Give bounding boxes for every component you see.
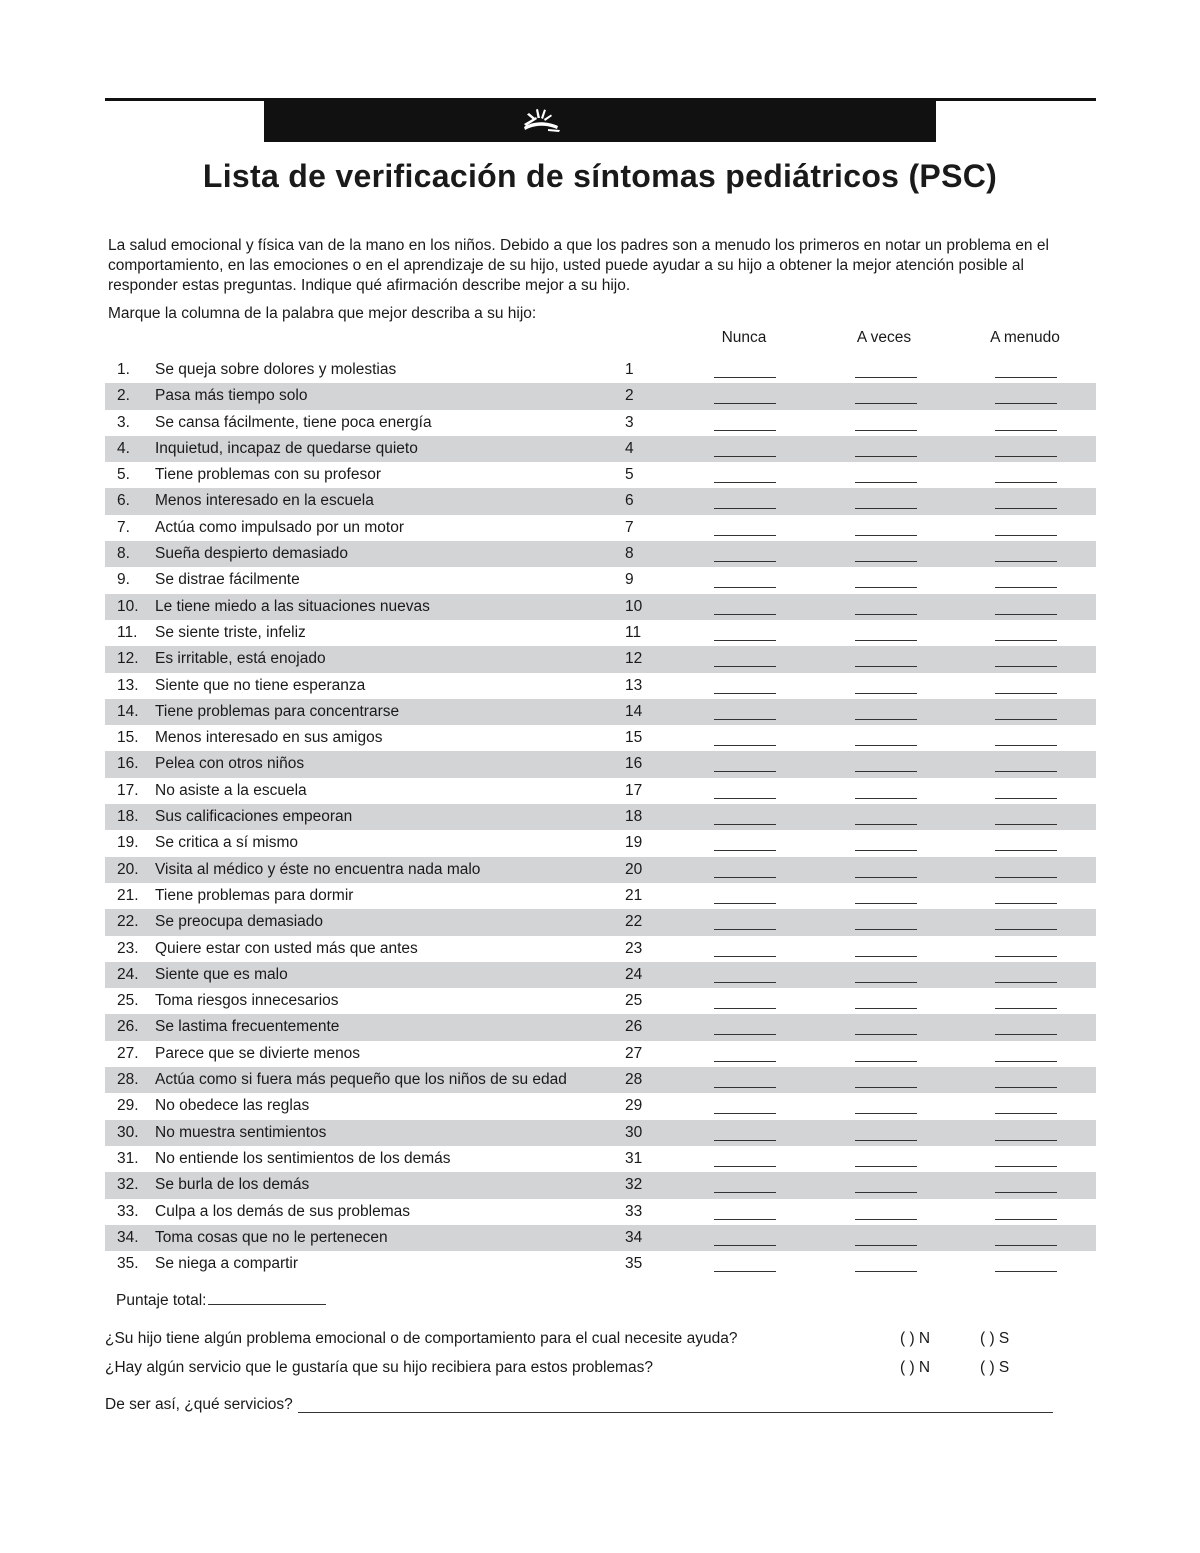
list-item	[105, 725, 1096, 751]
nunca-answer-blank[interactable]	[714, 377, 776, 378]
services-label: De ser así, ¿qué servicios?	[105, 1396, 293, 1413]
a-menudo-answer-blank[interactable]	[995, 1113, 1057, 1114]
a-veces-answer-blank[interactable]	[855, 561, 917, 562]
a-veces-answer-blank[interactable]	[855, 903, 917, 904]
nunca-answer-blank[interactable]	[714, 456, 776, 457]
item-score-code: 19	[625, 834, 643, 852]
a-veces-answer-blank[interactable]	[855, 587, 917, 588]
a-menudo-answer-blank[interactable]	[995, 1271, 1057, 1272]
a-veces-answer-blank[interactable]	[855, 929, 917, 930]
item-number: 10.	[117, 597, 139, 615]
item-text: Toma cosas que no le pertenecen	[155, 1228, 388, 1246]
list-item	[105, 1120, 1096, 1146]
list-item	[105, 594, 1096, 620]
item-number: 27.	[117, 1044, 139, 1062]
item-score-code: 28	[625, 1071, 643, 1089]
a-veces-answer-blank[interactable]	[855, 430, 917, 431]
a-menudo-answer-blank[interactable]	[995, 1192, 1057, 1193]
a-veces-answer-blank[interactable]	[855, 456, 917, 457]
a-veces-answer-blank[interactable]	[855, 614, 917, 615]
nunca-answer-blank[interactable]	[714, 693, 776, 694]
item-text: Es irritable, está enojado	[155, 650, 326, 668]
a-veces-answer-blank[interactable]	[855, 1271, 917, 1272]
nunca-answer-blank[interactable]	[714, 535, 776, 536]
nunca-answer-blank[interactable]	[714, 903, 776, 904]
list-item	[105, 830, 1096, 856]
item-text: Menos interesado en sus amigos	[155, 729, 383, 747]
a-menudo-answer-blank[interactable]	[995, 456, 1057, 457]
nunca-answer-blank[interactable]	[714, 1140, 776, 1141]
total-score-field[interactable]	[208, 1290, 326, 1305]
item-score-code: 30	[625, 1123, 643, 1141]
intro-paragraph: La salud emocional y física van de la mano en los niños. Debido a que los padres son a menudo los primeros en notar un problema en el comportamiento, en las emociones o en el aprendizaje de su hijo, usted puede ayudar a su hijo a obtener la mejor atención posible al responder estas preguntas. Indique qué afirmación describe mejor a su hijo.	[108, 237, 1049, 294]
nunca-answer-blank[interactable]	[714, 640, 776, 641]
item-number: 13.	[117, 676, 139, 694]
item-text: Se critica a sí mismo	[155, 834, 298, 852]
item-number: 18.	[117, 808, 139, 826]
list-item	[105, 1146, 1096, 1172]
nunca-answer-blank[interactable]	[714, 430, 776, 431]
question-services-yes-option[interactable]: ( ) S	[980, 1359, 1010, 1376]
a-veces-answer-blank[interactable]	[855, 693, 917, 694]
nunca-answer-blank[interactable]	[714, 403, 776, 404]
a-menudo-answer-blank[interactable]	[995, 745, 1057, 746]
list-item	[105, 436, 1096, 462]
header-banner	[264, 100, 936, 142]
item-number: 16.	[117, 755, 139, 773]
nunca-answer-blank[interactable]	[714, 1008, 776, 1009]
list-item	[105, 620, 1096, 646]
item-text: No obedece las reglas	[155, 1097, 310, 1115]
item-score-code: 2	[625, 387, 634, 405]
item-text: Pelea con otros niños	[155, 755, 305, 773]
nunca-answer-blank[interactable]	[714, 929, 776, 930]
a-veces-answer-blank[interactable]	[855, 745, 917, 746]
list-item	[105, 857, 1096, 883]
a-veces-answer-blank[interactable]	[855, 482, 917, 483]
list-item	[105, 1251, 1096, 1277]
total-score-label: Puntaje total:	[116, 1292, 207, 1309]
list-item	[105, 909, 1096, 935]
item-score-code: 4	[625, 439, 634, 457]
item-number: 26.	[117, 1018, 139, 1036]
list-item	[105, 1014, 1096, 1040]
list-item	[105, 804, 1096, 830]
a-menudo-answer-blank[interactable]	[995, 666, 1057, 667]
item-score-code: 25	[625, 992, 643, 1010]
item-number: 20.	[117, 860, 139, 878]
list-item	[105, 699, 1096, 725]
item-text: Actúa como impulsado por un motor	[155, 518, 404, 536]
item-text: Le tiene miedo a las situaciones nuevas	[155, 597, 430, 615]
item-number: 9.	[117, 571, 130, 589]
a-menudo-answer-blank[interactable]	[995, 508, 1057, 509]
item-score-code: 31	[625, 1149, 643, 1167]
a-veces-answer-blank[interactable]	[855, 877, 917, 878]
question-services-wanted: ¿Hay algún servicio que le gustaría que su hijo recibiera para estos problemas?	[105, 1359, 653, 1376]
item-text: Toma riesgos innecesarios	[155, 992, 339, 1010]
a-veces-answer-blank[interactable]	[855, 640, 917, 641]
item-number: 31.	[117, 1149, 139, 1167]
list-item	[105, 936, 1096, 962]
list-item	[105, 778, 1096, 804]
item-score-code: 7	[625, 518, 634, 536]
a-veces-answer-blank[interactable]	[855, 771, 917, 772]
item-text: Tiene problemas para dormir	[155, 886, 354, 904]
nunca-answer-blank[interactable]	[714, 956, 776, 957]
list-item	[105, 488, 1096, 514]
instruction-text: Marque la columna de la palabra que mejor describa a su hijo:	[108, 305, 537, 322]
item-number: 7.	[117, 518, 130, 536]
nunca-answer-blank[interactable]	[714, 1087, 776, 1088]
nunca-answer-blank[interactable]	[714, 798, 776, 799]
item-score-code: 20	[625, 860, 643, 878]
item-number: 35.	[117, 1255, 139, 1273]
item-score-code: 13	[625, 676, 643, 694]
nunca-answer-blank[interactable]	[714, 587, 776, 588]
item-text: Actúa como si fuera más pequeño que los niños de su edad	[155, 1071, 567, 1089]
question-help-yes-option[interactable]: ( ) S	[980, 1330, 1010, 1347]
list-item	[105, 962, 1096, 988]
nunca-answer-blank[interactable]	[714, 1219, 776, 1220]
question-help-no-option[interactable]: ( ) N	[900, 1330, 931, 1347]
a-veces-answer-blank[interactable]	[855, 508, 917, 509]
item-text: Culpa a los demás de sus problemas	[155, 1202, 411, 1220]
nunca-answer-blank[interactable]	[714, 561, 776, 562]
list-item	[105, 383, 1096, 409]
nunca-answer-blank[interactable]	[714, 719, 776, 720]
item-text: No asiste a la escuela	[155, 781, 307, 799]
item-score-code: 22	[625, 913, 643, 931]
item-text: Se queja sobre dolores y molestias	[155, 361, 397, 378]
item-score-code: 1	[625, 361, 634, 378]
item-text: Sueña despierto demasiado	[155, 545, 349, 563]
item-text: Se burla de los demás	[155, 1176, 310, 1194]
a-menudo-answer-blank[interactable]	[995, 587, 1057, 588]
services-field[interactable]	[298, 1412, 1053, 1413]
a-veces-answer-blank[interactable]	[855, 1008, 917, 1009]
a-menudo-answer-blank[interactable]	[995, 430, 1057, 431]
item-number: 32.	[117, 1176, 139, 1194]
a-menudo-answer-blank[interactable]	[995, 1008, 1057, 1009]
item-number: 28.	[117, 1071, 139, 1089]
item-text: Se siente triste, infeliz	[155, 623, 306, 641]
a-menudo-answer-blank[interactable]	[995, 824, 1057, 825]
a-menudo-answer-blank[interactable]	[995, 1087, 1057, 1088]
item-text: Inquietud, incapaz de quedarse quieto	[155, 439, 418, 457]
a-veces-answer-blank[interactable]	[855, 1087, 917, 1088]
item-score-code: 23	[625, 939, 643, 957]
item-score-code: 3	[625, 413, 634, 431]
column-header-a-menudo: A menudo	[990, 329, 1060, 346]
item-score-code: 6	[625, 492, 634, 510]
a-veces-answer-blank[interactable]	[855, 1192, 917, 1193]
a-veces-answer-blank[interactable]	[855, 982, 917, 983]
a-veces-answer-blank[interactable]	[855, 535, 917, 536]
item-score-code: 17	[625, 781, 643, 799]
list-item	[105, 1225, 1096, 1251]
item-number: 22.	[117, 913, 139, 931]
item-text: Visita al médico y éste no encuentra nada malo	[155, 860, 481, 878]
a-veces-answer-blank[interactable]	[855, 956, 917, 957]
item-score-code: 27	[625, 1044, 643, 1062]
a-menudo-answer-blank[interactable]	[995, 1140, 1057, 1141]
list-item	[105, 646, 1096, 672]
item-number: 33.	[117, 1202, 139, 1220]
item-score-code: 10	[625, 597, 643, 615]
item-number: 19.	[117, 834, 139, 852]
nunca-answer-blank[interactable]	[714, 771, 776, 772]
a-veces-answer-blank[interactable]	[855, 377, 917, 378]
nunca-answer-blank[interactable]	[714, 877, 776, 878]
a-menudo-answer-blank[interactable]	[995, 982, 1057, 983]
item-number: 23.	[117, 939, 139, 957]
nunca-answer-blank[interactable]	[714, 745, 776, 746]
total-score	[116, 1290, 326, 1310]
a-menudo-answer-blank[interactable]	[995, 614, 1057, 615]
sun-hand-logo-icon	[518, 104, 564, 136]
list-item	[105, 1093, 1096, 1119]
a-veces-answer-blank[interactable]	[855, 1140, 917, 1141]
nunca-answer-blank[interactable]	[714, 1113, 776, 1114]
list-item	[105, 1041, 1096, 1067]
a-veces-answer-blank[interactable]	[855, 1034, 917, 1035]
a-menudo-answer-blank[interactable]	[995, 1061, 1057, 1062]
item-text: Menos interesado en la escuela	[155, 492, 374, 510]
item-number: 8.	[117, 545, 130, 563]
a-veces-answer-blank[interactable]	[855, 1113, 917, 1114]
item-text: Tiene problemas con su profesor	[155, 466, 382, 484]
item-text: Siente que no tiene esperanza	[155, 676, 366, 694]
item-text: Pasa más tiempo solo	[155, 387, 308, 405]
item-score-code: 32	[625, 1176, 643, 1194]
nunca-answer-blank[interactable]	[714, 1192, 776, 1193]
nunca-answer-blank[interactable]	[714, 1061, 776, 1062]
a-veces-answer-blank[interactable]	[855, 1061, 917, 1062]
list-item	[105, 673, 1096, 699]
list-item	[105, 357, 1096, 383]
item-text: Siente que es malo	[155, 965, 288, 983]
nunca-answer-blank[interactable]	[714, 508, 776, 509]
item-number: 21.	[117, 886, 139, 904]
item-score-code: 18	[625, 808, 643, 826]
a-menudo-answer-blank[interactable]	[995, 561, 1057, 562]
a-menudo-answer-blank[interactable]	[995, 535, 1057, 536]
a-menudo-answer-blank[interactable]	[995, 877, 1057, 878]
item-text: Parece que se divierte menos	[155, 1044, 361, 1062]
a-veces-answer-blank[interactable]	[855, 1166, 917, 1167]
nunca-answer-blank[interactable]	[714, 1271, 776, 1272]
item-text: Se distrae fácilmente	[155, 571, 300, 589]
a-menudo-answer-blank[interactable]	[995, 798, 1057, 799]
item-text: No muestra sentimientos	[155, 1123, 327, 1141]
a-veces-answer-blank[interactable]	[855, 824, 917, 825]
item-number: 3.	[117, 413, 130, 431]
question-services-no-option[interactable]: ( ) N	[900, 1359, 931, 1376]
item-score-code: 16	[625, 755, 643, 773]
item-score-code: 12	[625, 650, 643, 668]
item-number: 6.	[117, 492, 130, 510]
a-menudo-answer-blank[interactable]	[995, 903, 1057, 904]
a-menudo-answer-blank[interactable]	[995, 377, 1057, 378]
a-veces-answer-blank[interactable]	[855, 850, 917, 851]
nunca-answer-blank[interactable]	[714, 982, 776, 983]
question-help-needed: ¿Su hijo tiene algún problema emocional o de comportamiento para el cual necesite ayuda?	[105, 1330, 738, 1347]
item-score-code: 24	[625, 965, 643, 983]
a-veces-answer-blank[interactable]	[855, 666, 917, 667]
item-score-code: 29	[625, 1097, 643, 1115]
item-score-code: 14	[625, 702, 643, 720]
item-score-code: 5	[625, 466, 634, 484]
item-number: 17.	[117, 781, 139, 799]
a-menudo-answer-blank[interactable]	[995, 1219, 1057, 1220]
item-score-code: 33	[625, 1202, 643, 1220]
nunca-answer-blank[interactable]	[714, 482, 776, 483]
item-number: 11.	[117, 623, 138, 641]
item-text: Se preocupa demasiado	[155, 913, 324, 931]
nunca-answer-blank[interactable]	[714, 1034, 776, 1035]
item-text: No entiende los sentimientos de los demás	[155, 1149, 451, 1167]
column-header-a-veces: A veces	[856, 329, 912, 346]
list-item	[105, 988, 1096, 1014]
column-header-nunca: Nunca	[721, 329, 767, 346]
item-number: 24.	[117, 965, 139, 983]
item-text: Tiene problemas para concentrarse	[155, 702, 400, 720]
list-item	[105, 1067, 1096, 1093]
a-menudo-answer-blank[interactable]	[995, 1245, 1057, 1246]
item-text: Se cansa fácilmente, tiene poca energía	[155, 413, 432, 431]
a-menudo-answer-blank[interactable]	[995, 719, 1057, 720]
a-veces-answer-blank[interactable]	[855, 798, 917, 799]
item-score-code: 11	[625, 623, 642, 641]
list-item	[105, 883, 1096, 909]
item-number: 12.	[117, 650, 139, 668]
item-number: 34.	[117, 1228, 139, 1246]
list-item	[105, 1172, 1096, 1198]
nunca-answer-blank[interactable]	[714, 666, 776, 667]
item-text: Sus calificaciones empeoran	[155, 808, 353, 826]
page-title: Lista de verificación de síntomas pediátricos (PSC)	[202, 158, 998, 194]
a-menudo-answer-blank[interactable]	[995, 956, 1057, 957]
nunca-answer-blank[interactable]	[714, 614, 776, 615]
item-number: 30.	[117, 1123, 139, 1141]
item-score-code: 26	[625, 1018, 643, 1036]
list-item	[105, 462, 1096, 488]
a-veces-answer-blank[interactable]	[855, 719, 917, 720]
item-score-code: 9	[625, 571, 634, 589]
item-score-code: 15	[625, 729, 643, 747]
list-item	[105, 541, 1096, 567]
nunca-answer-blank[interactable]	[714, 824, 776, 825]
item-score-code: 21	[625, 886, 643, 904]
a-menudo-answer-blank[interactable]	[995, 850, 1057, 851]
a-veces-answer-blank[interactable]	[855, 1245, 917, 1246]
item-score-code: 35	[625, 1255, 643, 1273]
a-menudo-answer-blank[interactable]	[995, 771, 1057, 772]
item-number: 25.	[117, 992, 139, 1010]
nunca-answer-blank[interactable]	[714, 1245, 776, 1246]
list-item	[105, 515, 1096, 541]
item-text: Se lastima frecuentemente	[155, 1018, 340, 1036]
item-text: Quiere estar con usted más que antes	[155, 939, 418, 957]
nunca-answer-blank[interactable]	[714, 850, 776, 851]
item-text: Se niega a compartir	[155, 1255, 299, 1273]
a-menudo-answer-blank[interactable]	[995, 1034, 1057, 1035]
a-menudo-answer-blank[interactable]	[995, 482, 1057, 483]
item-score-code: 8	[625, 545, 634, 563]
item-score-code: 34	[625, 1228, 643, 1246]
item-number: 4.	[117, 439, 130, 457]
item-number: 15.	[117, 729, 139, 747]
item-number: 5.	[117, 466, 130, 484]
a-veces-answer-blank[interactable]	[855, 1219, 917, 1220]
list-item	[105, 751, 1096, 777]
nunca-answer-blank[interactable]	[714, 1166, 776, 1167]
a-menudo-answer-blank[interactable]	[995, 693, 1057, 694]
item-number: 29.	[117, 1097, 139, 1115]
a-veces-answer-blank[interactable]	[855, 403, 917, 404]
a-menudo-answer-blank[interactable]	[995, 929, 1057, 930]
list-item	[105, 410, 1096, 436]
item-number: 14.	[117, 702, 139, 720]
item-number: 2.	[117, 387, 130, 405]
symptom-list	[105, 357, 1096, 1277]
a-menudo-answer-blank[interactable]	[995, 640, 1057, 641]
item-number: 1.	[117, 361, 130, 378]
a-menudo-answer-blank[interactable]	[995, 403, 1057, 404]
a-menudo-answer-blank[interactable]	[995, 1166, 1057, 1167]
list-item	[105, 567, 1096, 593]
list-item	[105, 1199, 1096, 1225]
